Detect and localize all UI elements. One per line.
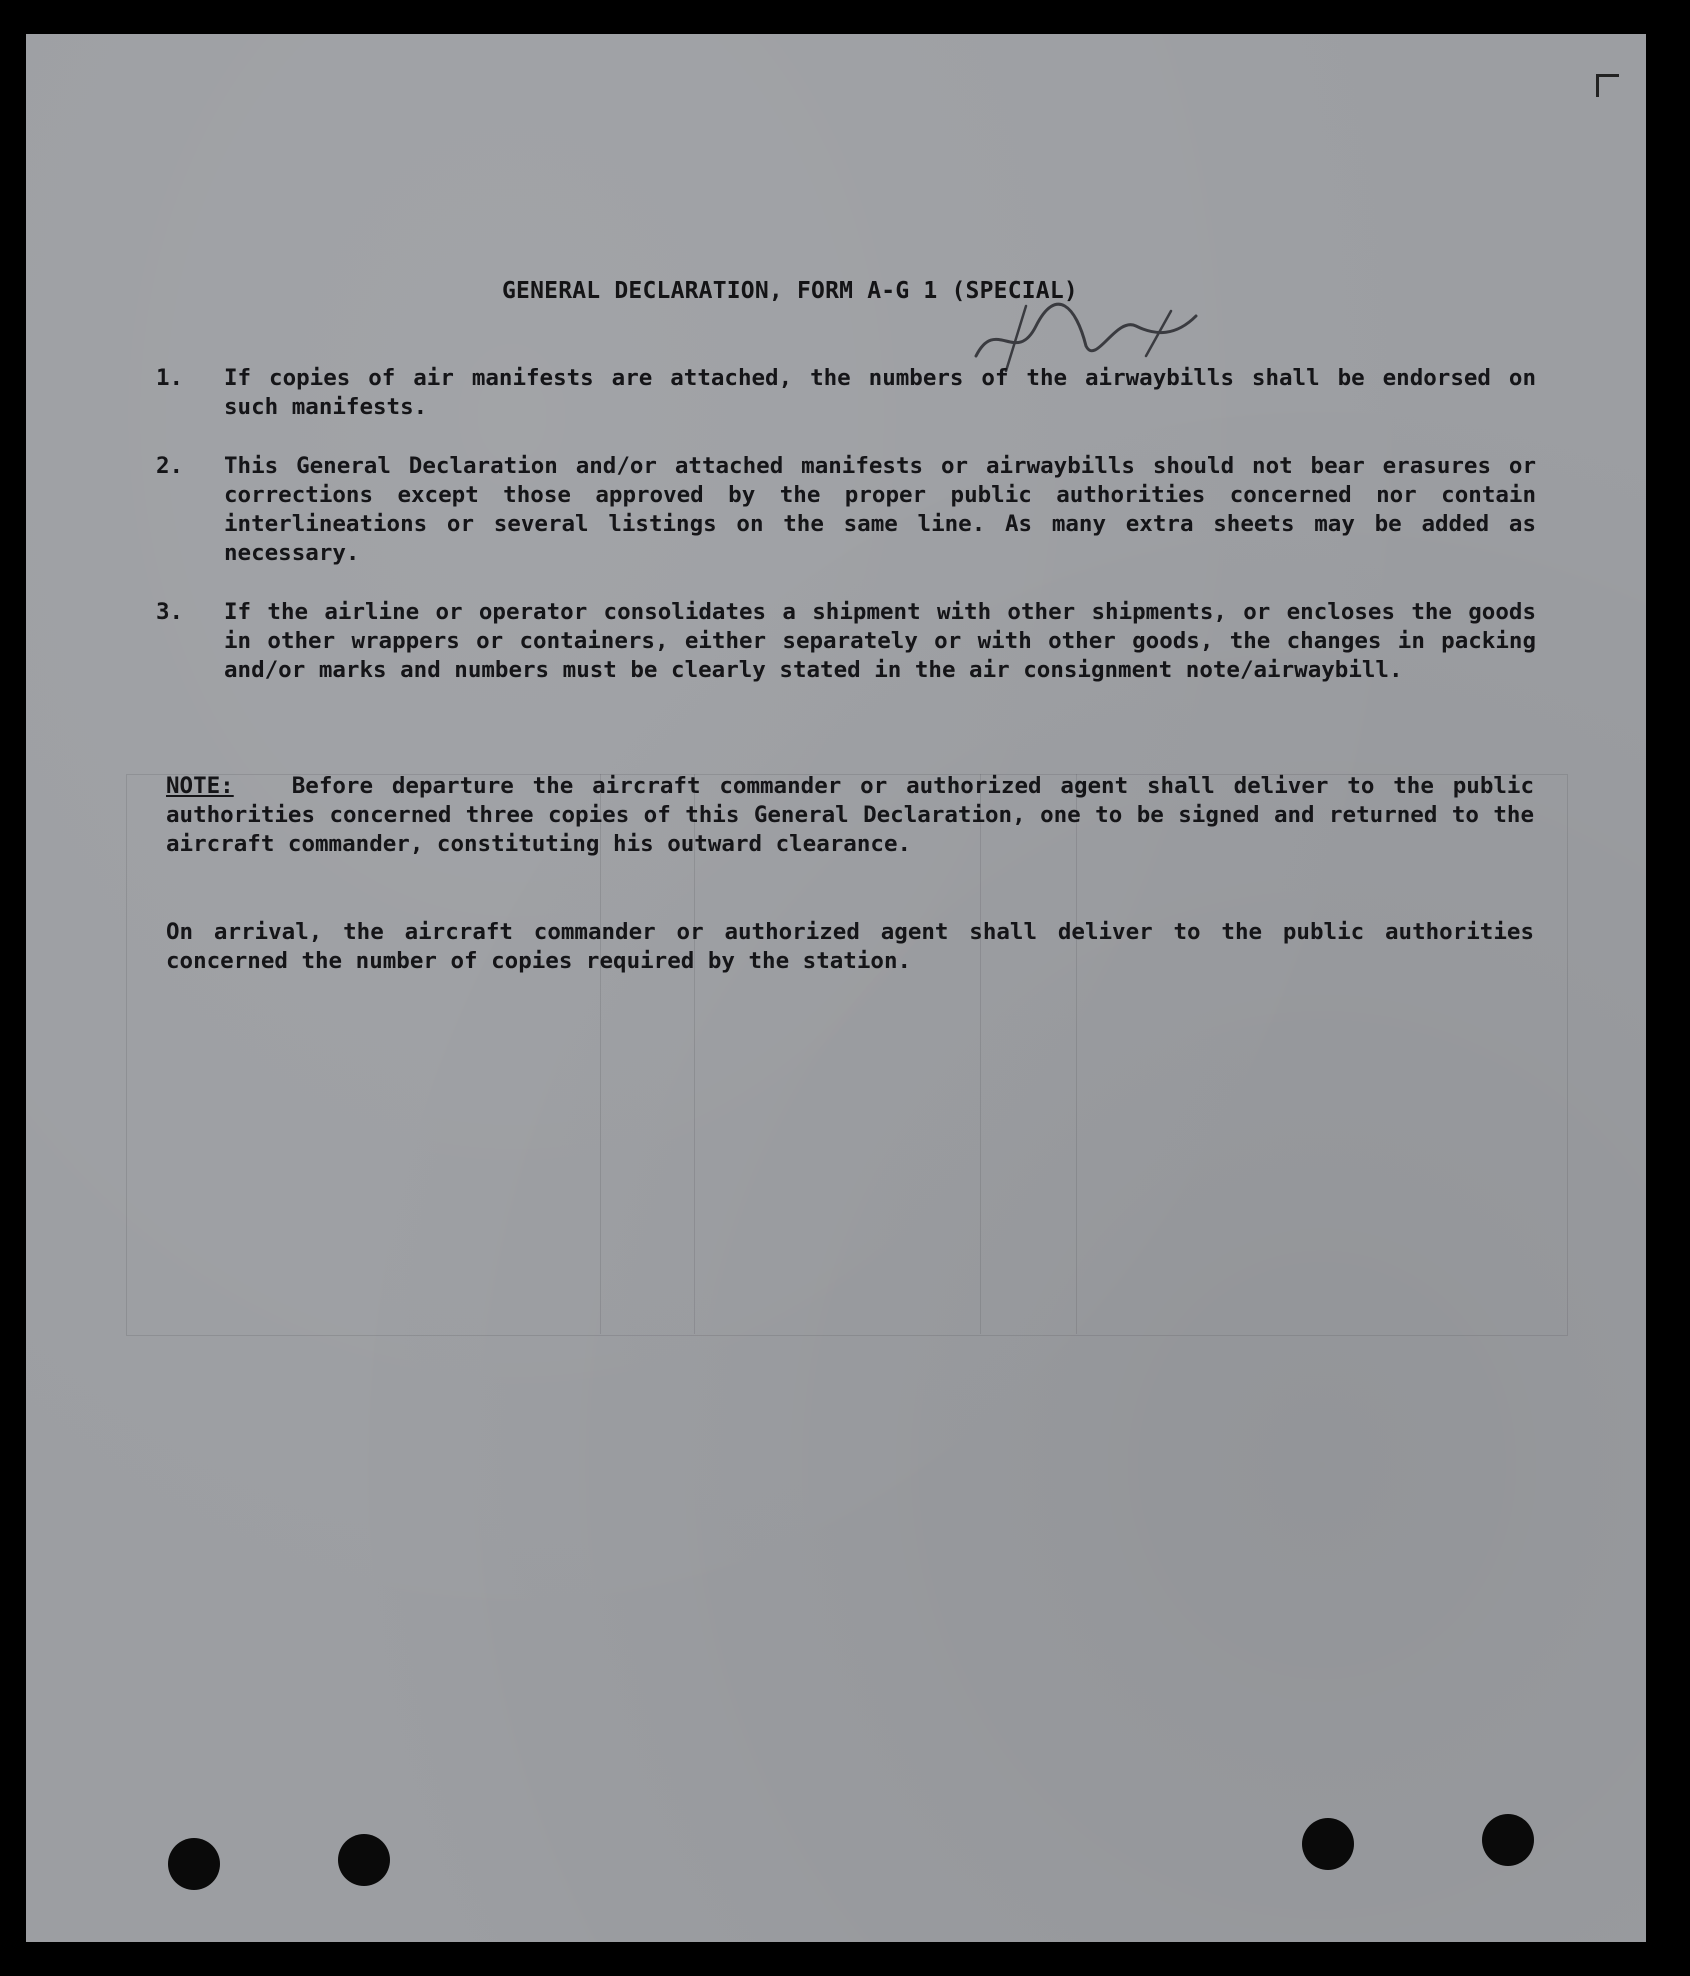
note-label: NOTE: bbox=[166, 773, 234, 799]
item-text: If the airline or operator consolidates a shipment with other shipments, or encloses the goods in other wrappers or containers, either separately or with other goods, the changes in packing and/or marks and numbers must be clearly stated in the air consignment note/airwaybill. bbox=[224, 599, 1536, 683]
note-text: Before departure the aircraft commander or authorized agent shall deliver to the public authorities concerned three copies of this General Declaration, one to be signed and returned to the aircraft commander, constituting his outward clearance. bbox=[166, 773, 1534, 857]
item-text: This General Declaration and/or attached manifests or airwaybills should not bear erasures or corrections except those approved by the proper public authorities concerned nor contain interlineations or several listings on the same line. As many extra sheets may be added as necessary. bbox=[224, 453, 1536, 566]
item-text: If copies of air manifests are attached, the numbers of the airwaybills shall be endorsed on such manifests. bbox=[224, 365, 1536, 420]
item-number: 2. bbox=[156, 453, 184, 479]
instruction-item-3 bbox=[156, 598, 1536, 685]
document-title: GENERAL DECLARATION, FORM A-G 1 (SPECIAL) bbox=[502, 278, 1078, 304]
punch-hole bbox=[338, 1834, 390, 1886]
instruction-item-1 bbox=[156, 364, 1536, 422]
instruction-item-2 bbox=[156, 452, 1536, 568]
item-number: 3. bbox=[156, 599, 184, 625]
punch-hole bbox=[1302, 1818, 1354, 1870]
note-paragraph bbox=[166, 772, 1534, 859]
staple-mark bbox=[1596, 74, 1619, 97]
document-page bbox=[26, 34, 1646, 1942]
item-number: 1. bbox=[156, 365, 184, 391]
punch-hole bbox=[168, 1838, 220, 1890]
arrival-paragraph: On arrival, the aircraft commander or authorized agent shall deliver to the public authorities concerned the number of copies required by the station. bbox=[166, 919, 1534, 974]
punch-hole bbox=[1482, 1814, 1534, 1866]
